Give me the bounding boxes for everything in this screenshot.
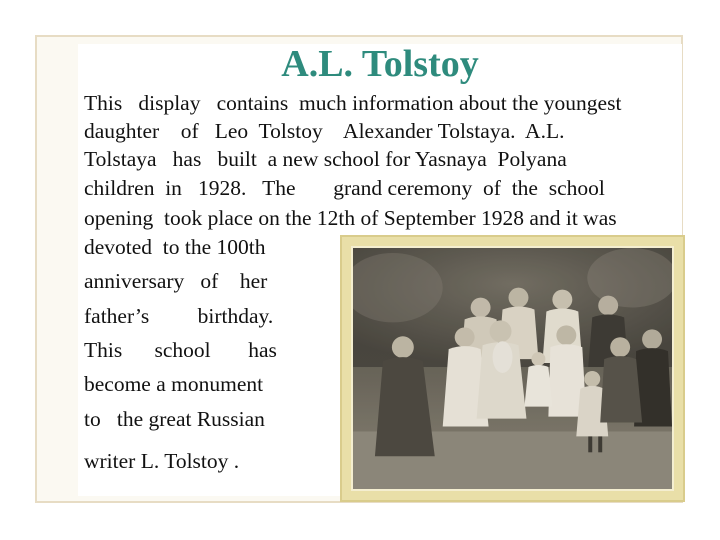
body-line-9: This school has	[84, 338, 277, 362]
body-line-2: daughter of Leo Tolstoy Alexander Tolstaya. A.L.	[84, 119, 565, 143]
body-line-11: to the great Russian	[84, 407, 265, 431]
body-line-7: anniversary of her	[84, 269, 268, 293]
body-line-6: devoted to the 100th	[84, 235, 266, 259]
body-line-5: opening took place on the 12th of September 1928 and it was	[84, 206, 617, 230]
slide-title: A.L. Tolstoy	[281, 43, 479, 85]
group-photo-icon	[351, 246, 674, 491]
photo-frame	[340, 235, 685, 502]
body-line-1: This display contains much information about the youngest	[84, 91, 622, 115]
body-line-12: writer L. Tolstoy .	[84, 449, 240, 473]
body-line-10: become a monument	[84, 372, 264, 396]
body-line-3: Tolstaya has built a new school for Yasnaya Polyana	[84, 147, 567, 171]
body-line-4: children in 1928. The grand ceremony of the school	[84, 176, 605, 200]
group-photo-drawing	[353, 248, 672, 489]
body-line-8: father’s birthday.	[84, 304, 274, 328]
